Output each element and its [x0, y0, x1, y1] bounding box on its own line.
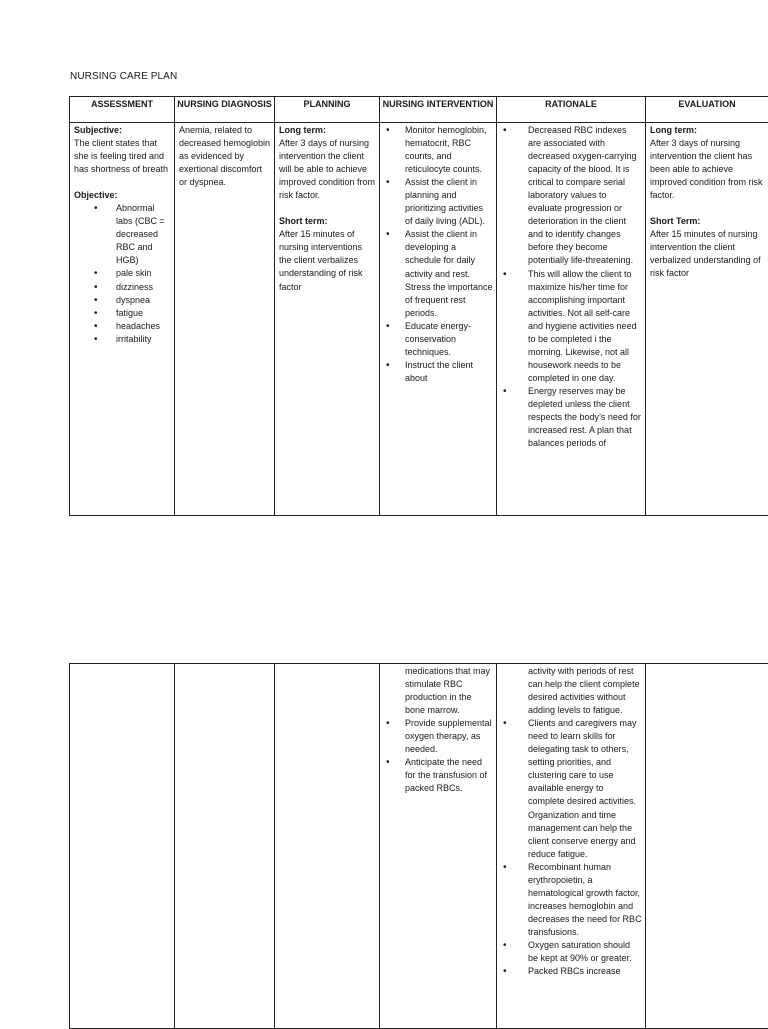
rationale-continued-text: activity with periods of rest can help the client complete desired activities without adding levels to fatigue.: [501, 665, 642, 717]
list-item: • Assist the client in planning and prioritizing activities of daily living (ADL).: [384, 176, 493, 228]
list-item: • Oxygen saturation should be kept at 90% or greater.: [501, 939, 642, 965]
care-plan-table-continued: [69, 663, 768, 1029]
diagnosis-text: Anemia, related to decreased hemoglobin as evidenced by exertional discomfort or dyspnea.: [175, 123, 274, 189]
table-row: [70, 123, 768, 516]
objective-list: [92, 202, 171, 346]
planning-long-text: After 3 days of nursing intervention the client will be able to achieve improved condition from risk factor.: [279, 137, 376, 202]
list-item: • fatigue: [92, 307, 171, 320]
list-item: • dyspnea: [92, 294, 171, 307]
assessment-cell: [70, 123, 175, 516]
assessment-cell: [70, 664, 175, 1029]
planning-short-text: After 15 minutes of nursing interventions the client verbalizes understanding of risk factor: [279, 228, 376, 293]
header-diagnosis: NURSING DIAGNOSIS: [175, 97, 275, 123]
subjective-text: The client states that she is feeling tired and has shortness of breath: [74, 137, 171, 176]
page-title: NURSING CARE PLAN: [70, 71, 177, 82]
intervention-text: Stress the importance of frequent rest periods.: [405, 282, 493, 318]
intervention-cell: [380, 123, 497, 516]
list-item: • This will allow the client to maximize his/her time for accomplishing important activities. Not all self-care and hygiene activities need to be completed i the morning. Likewise, not all housework needs to be completed in one day.: [501, 268, 642, 385]
planning-long-label: Long term:: [279, 124, 376, 137]
list-item: • pale skin: [92, 267, 171, 280]
diagnosis-cell: [175, 123, 275, 516]
list-item: • dizziness: [92, 281, 171, 294]
planning-cell: [275, 664, 380, 1029]
diagnosis-cell: [175, 664, 275, 1029]
intervention-cell: [380, 664, 497, 1029]
subjective-label: Subjective:: [74, 124, 171, 137]
care-plan-table: [69, 96, 768, 516]
planning-cell: [275, 123, 380, 516]
list-item: • Anticipate the need for the transfusion of packed RBCs.: [384, 756, 493, 795]
list-item: • irritability: [92, 333, 171, 346]
list-item: • Abnormal labs (CBC = decreased RBC and HGB): [92, 202, 171, 267]
evaluation-long-text: After 3 days of nursing intervention the client has been able to achieve improved condition from risk factor.: [650, 137, 765, 202]
header-evaluation: EVALUATION: [646, 97, 768, 123]
planning-short-label: Short term:: [279, 215, 376, 228]
list-item: • Monitor hemoglobin, hematocrit, RBC counts, and reticulocyte counts.: [384, 124, 493, 176]
header-planning: PLANNING: [275, 97, 380, 123]
list-item: • Energy reserves may be depleted unless the client respects the body’s need for increased rest. A plan that balances periods of: [501, 385, 642, 450]
evaluation-cell: [646, 664, 768, 1029]
list-item: • Clients and caregivers may need to learn skills for delegating task to others, setting priorities, and clustering care to use available energy to complete desired activities. Organization and time management can help the client conserve energy and reduce fatigue.: [501, 717, 642, 861]
intervention-continued-text: medications that may stimulate RBC production in the bone marrow.: [384, 665, 493, 717]
list-item: [384, 228, 493, 319]
rationale-cell: [497, 123, 646, 516]
list-item: • Educate energy-conservation techniques.: [384, 320, 493, 359]
header-assessment: ASSESSMENT: [70, 97, 175, 123]
list-item: • Instruct the client about: [384, 359, 493, 385]
table-row: [70, 664, 768, 1029]
rationale-cell: [497, 664, 646, 1029]
objective-label: Objective:: [74, 189, 171, 202]
header-row: [70, 97, 768, 123]
intervention-list: [384, 124, 493, 385]
header-intervention: NURSING INTERVENTION: [380, 97, 497, 123]
header-rationale: RATIONALE: [497, 97, 646, 123]
rationale-list: [501, 124, 642, 450]
intervention-text: Assist the client in developing a schedule for daily activity and rest.: [405, 229, 477, 278]
list-item: • Packed RBCs increase: [501, 965, 642, 978]
evaluation-short-text: After 15 minutes of nursing intervention the client verbalized understanding of risk factor: [650, 228, 765, 280]
rationale-list: [501, 717, 642, 978]
intervention-list: [384, 717, 493, 795]
evaluation-cell: [646, 123, 768, 516]
list-item: • headaches: [92, 320, 171, 333]
list-item: • Decreased RBC indexes are associated with decreased oxygen-carrying capacity of the blood. It is critical to compare serial laboratory values to evaluate progression or deterioration in the client and to identify changes before they become potentially life-threatening.: [501, 124, 642, 268]
list-item: • Recombinant human erythropoietin, a hematological growth factor, increases hemoglobin and decreases the need for RBC transfusions.: [501, 861, 642, 939]
evaluation-short-label: Short Term:: [650, 215, 765, 228]
evaluation-long-label: Long term:: [650, 124, 765, 137]
list-item: • Provide supplemental oxygen therapy, as needed.: [384, 717, 493, 756]
